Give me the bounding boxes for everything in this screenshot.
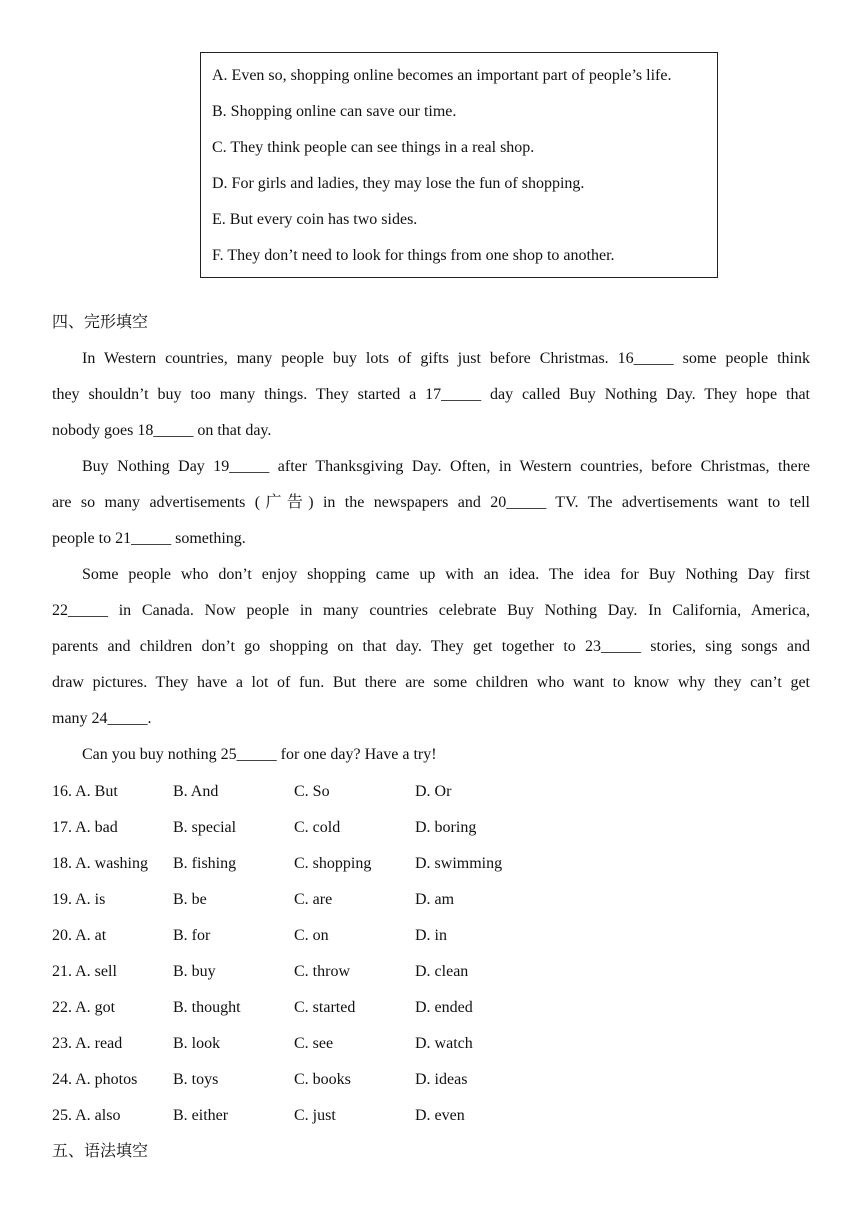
paragraph-line: 22_____ in Canada. Now people in many countries celebrate Buy Nothing Day. In California, America, [52,602,810,619]
choice-c: C. are [294,891,333,908]
choice-row-16 [52,774,652,810]
choice-a: 17. A. bad [52,819,118,836]
choice-d: D. ended [415,999,473,1016]
choice-c: C. books [294,1071,351,1088]
choice-c: C. So [294,783,330,800]
choice-row-19 [52,882,652,918]
choices-list [52,774,652,1134]
choice-row-22 [52,990,652,1026]
choice-row-17 [52,810,652,846]
paragraph-line: many 24_____. [52,710,152,727]
choice-row-18 [52,846,652,882]
option-c: C. They think people can see things in a real shop. [212,139,535,156]
choice-row-24 [52,1062,652,1098]
choice-b: B. toys [173,1071,219,1088]
choice-a: 24. A. photos [52,1071,138,1088]
paragraph-line: draw pictures. They have a lot of fun. But there are some children who want to know why they can’t get [52,674,810,691]
choice-a: 21. A. sell [52,963,117,980]
choice-d: D. ideas [415,1071,468,1088]
paragraph-line: In Western countries, many people buy lots of gifts just before Christmas. 16_____ some people think [82,350,810,367]
paragraph-line: people to 21_____ something. [52,530,246,547]
choice-row-20 [52,918,652,954]
paragraph-line: are so many advertisements (广告) in the newspapers and 20_____ TV. The advertisements want to tell [52,494,810,511]
paragraph-line: nobody goes 18_____ on that day. [52,422,272,439]
paragraph-3 [52,557,810,737]
choice-b: B. be [173,891,207,908]
choice-d: D. even [415,1107,465,1124]
choice-a: 22. A. got [52,999,116,1016]
choice-c: C. on [294,927,329,944]
paragraph-4 [52,737,810,773]
choice-b: B. And [173,783,219,800]
choice-d: D. Or [415,783,452,800]
paragraph-2 [52,449,810,557]
choice-c: C. see [294,1035,334,1052]
section-5-heading: 五、语法填空 [52,1143,149,1160]
paragraph-line: Buy Nothing Day 19_____ after Thanksgiving Day. Often, in Western countries, before Christmas, there [82,458,810,475]
choice-b: B. for [173,927,211,944]
choice-b: B. look [173,1035,221,1052]
choice-b: B. special [173,819,237,836]
choice-c: C. just [294,1107,336,1124]
choice-a: 16. A. But [52,783,118,800]
paragraph-line: they shouldn’t buy too many things. They started a 17_____ day called Buy Nothing Day. They hope that [52,386,810,403]
choice-d: D. swimming [415,855,503,872]
option-e: E. But every coin has two sides. [212,211,418,228]
choice-d: D. am [415,891,455,908]
choice-a: 19. A. is [52,891,106,908]
choice-a: 23. A. read [52,1035,123,1052]
choice-b: B. buy [173,963,216,980]
answer-options-box [200,52,718,278]
choice-c: C. throw [294,963,350,980]
choice-b: B. thought [173,999,241,1016]
option-a: A. Even so, shopping online becomes an important part of people’s life. [212,67,672,84]
choice-a: 25. A. also [52,1107,121,1124]
choice-d: D. clean [415,963,469,980]
paragraph-1 [52,341,810,449]
choice-c: C. shopping [294,855,372,872]
choice-row-23 [52,1026,652,1062]
choice-d: D. boring [415,819,477,836]
choice-b: B. either [173,1107,229,1124]
section-4-heading: 四、完形填空 [52,314,149,331]
paragraph-line: Can you buy nothing 25_____ for one day? Have a try! [82,746,437,763]
option-d: D. For girls and ladies, they may lose the fun of shopping. [212,175,585,192]
choice-c: C. started [294,999,356,1016]
choice-a: 20. A. at [52,927,107,944]
choice-d: D. watch [415,1035,473,1052]
paragraph-line: parents and children don’t go shopping on that day. They get together to 23_____ stories, sing songs and [52,638,810,655]
option-b: B. Shopping online can save our time. [212,103,457,120]
option-f: F. They don’t need to look for things from one shop to another. [212,247,615,264]
choice-b: B. fishing [173,855,237,872]
paragraph-line: Some people who don’t enjoy shopping came up with an idea. The idea for Buy Nothing Day first [82,566,810,583]
choice-c: C. cold [294,819,341,836]
choice-d: D. in [415,927,447,944]
choice-a: 18. A. washing [52,855,148,872]
choice-row-25 [52,1098,652,1134]
choice-row-21 [52,954,652,990]
